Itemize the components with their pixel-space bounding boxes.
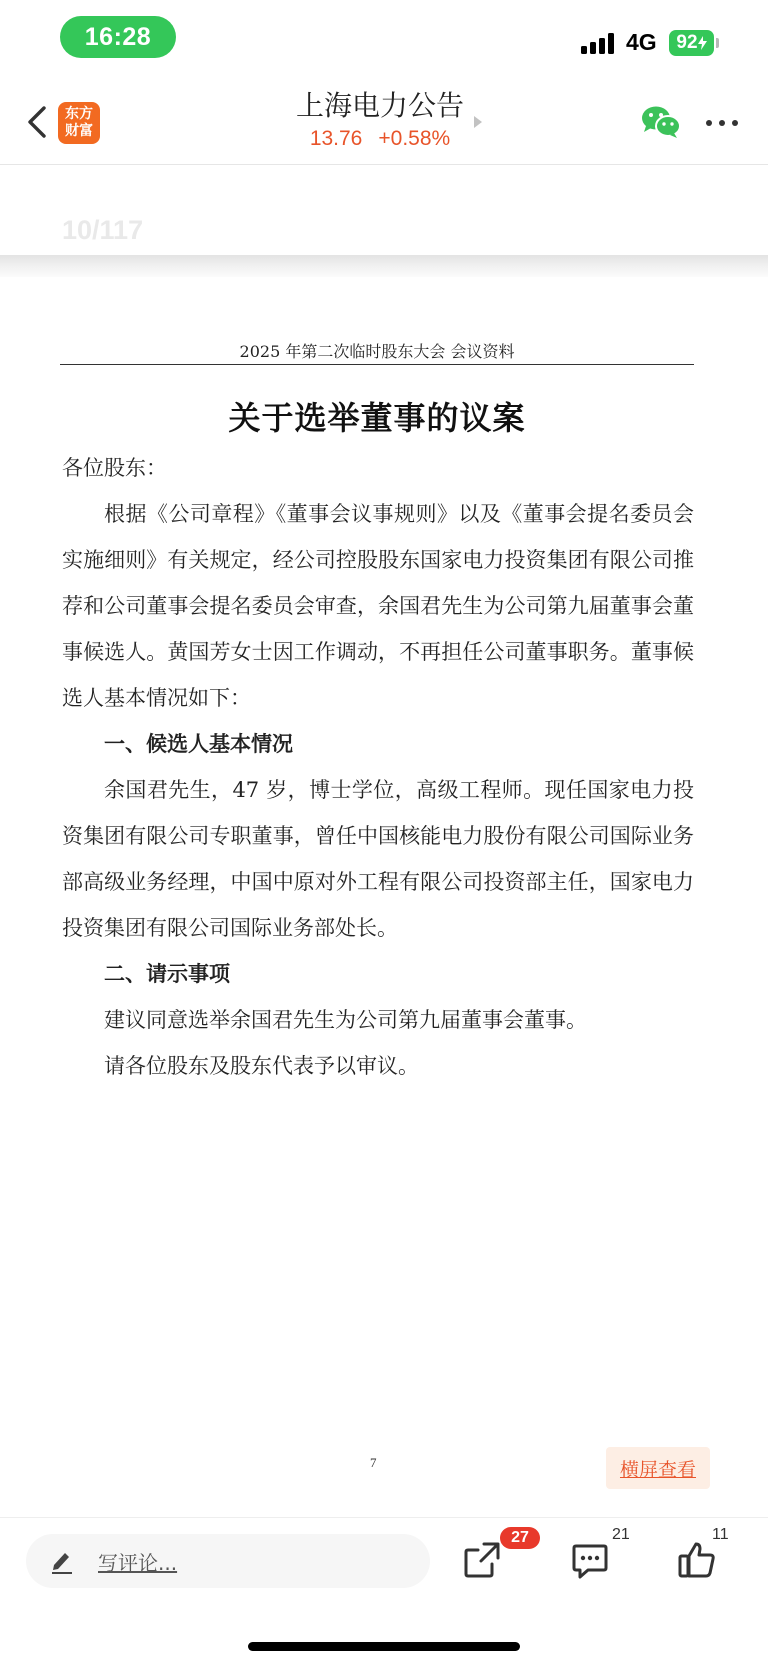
like-count: 11 <box>712 1526 729 1543</box>
page-number: 7 <box>370 1455 377 1470</box>
bottom-action-bar <box>0 1517 768 1662</box>
header-rule <box>60 364 694 365</box>
doc-header: 2025 年第二次临时股东大会 会议资料 <box>239 342 515 361</box>
paragraph-3: 建议同意选举余国君先生为公司第九届董事会董事。 <box>104 1008 587 1032</box>
salutation: 各位股东： <box>62 456 167 480</box>
paragraph-2: 余国君先生，47 岁，博士学位，高级工程师。现任国家电力投资集团有限公司专职董事，曾任中国核能电力股份有限公司国际业务部高级业务经理，中国中原对外工程有限公司投资部主任，国家电力投资集团有限公司国际业务部处长。 <box>62 778 694 940</box>
stock-price: 13.76 <box>309 127 363 150</box>
landscape-view-button[interactable]: 横屏查看 <box>606 1447 710 1489</box>
status-bar <box>0 0 768 78</box>
thumbs-up-icon[interactable] <box>677 1540 717 1580</box>
doc-title: 关于选举董事的议案 <box>228 399 526 437</box>
page-counter: 10/117 <box>62 215 144 245</box>
comment-input[interactable] <box>26 1534 430 1588</box>
comment-count: 21 <box>612 1526 630 1543</box>
app-logo-line1: 东方 <box>65 106 93 122</box>
signal-icon <box>581 32 617 54</box>
paragraph-1: 根据《公司章程》《董事会议事规则》以及《董事会提名委员会实施细则》有关规定，经公司控股股东国家电力投资集团有限公司推荐和公司董事会提名委员会审查，余国君先生为公司第九届董事会董事候选人。黄国芳女士因工作调动，不再担任公司董事职务。董事候选人基本情况如下： <box>62 502 694 710</box>
page-title: 上海电力公告 <box>295 89 464 122</box>
charging-bolt-icon <box>698 36 707 50</box>
comment-placeholder: 写评论... <box>98 1551 178 1575</box>
home-indicator[interactable] <box>248 1642 520 1651</box>
stock-quote <box>230 126 530 152</box>
page-strip <box>0 165 768 255</box>
title-block[interactable] <box>230 88 530 152</box>
pen-icon <box>50 1548 74 1574</box>
stock-change: +0.58% <box>378 127 451 150</box>
nav-bar <box>0 80 768 165</box>
app-logo[interactable] <box>58 102 100 144</box>
page-divider <box>0 255 768 277</box>
section-heading-1: 一、候选人基本情况 <box>104 732 293 756</box>
share-badge: 27 <box>500 1527 540 1549</box>
battery-icon <box>669 30 714 56</box>
network-type: 4G <box>626 29 657 55</box>
battery-level: 92 <box>676 32 698 53</box>
document-page[interactable] <box>0 277 768 1517</box>
share-icon[interactable] <box>462 1540 502 1580</box>
doc-body <box>62 445 694 1089</box>
chevron-left-icon[interactable] <box>20 102 56 142</box>
app-logo-line2: 财富 <box>65 123 93 139</box>
more-icon[interactable] <box>706 120 738 128</box>
wechat-icon[interactable] <box>640 104 682 140</box>
paragraph-4: 请各位股东及股东代表予以审议。 <box>104 1054 419 1078</box>
caret-right-icon <box>474 116 482 128</box>
comment-icon[interactable] <box>570 1540 610 1580</box>
battery-tip <box>716 38 719 48</box>
status-time: 16:28 <box>60 16 176 58</box>
section-heading-2: 二、请示事项 <box>104 962 230 986</box>
